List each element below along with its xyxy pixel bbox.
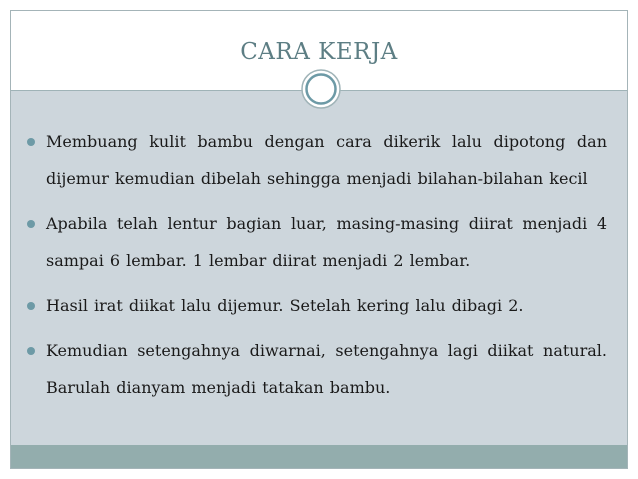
bullet-dot-icon xyxy=(27,138,35,146)
bullet-text: Hasil irat diikat lalu dijemur. Setelah kering lalu dibagi 2. xyxy=(46,296,524,315)
footer-band xyxy=(11,445,627,468)
bullet-dot-icon xyxy=(27,302,35,310)
slide-frame xyxy=(10,10,628,469)
bullet-text: Membuang kulit bambu dengan cara dikerik lalu dipotong dan dijemur kemudian dibelah sehingga menjadi bilahan-bilahan kecil xyxy=(46,132,607,188)
bullet-list xyxy=(25,123,607,414)
bullet-text: Kemudian setengahnya diwarnai, setengahnya lagi diikat natural. Barulah dianyam menjadi tatakan bambu. xyxy=(46,341,607,397)
bullet-text: Apabila telah lentur bagian luar, masing-masing diirat menjadi 4 sampai 6 lembar. 1 lembar diirat menjadi 2 lembar. xyxy=(46,214,607,270)
bullet-item xyxy=(25,123,607,197)
bullet-dot-icon xyxy=(27,347,35,355)
bullet-item xyxy=(25,332,607,406)
slide-title: CARA KERJA xyxy=(240,39,398,65)
content-area xyxy=(11,91,627,445)
bullet-item xyxy=(25,287,607,324)
circle-ornament-icon xyxy=(301,69,341,109)
bullet-dot-icon xyxy=(27,220,35,228)
bullet-item xyxy=(25,205,607,279)
